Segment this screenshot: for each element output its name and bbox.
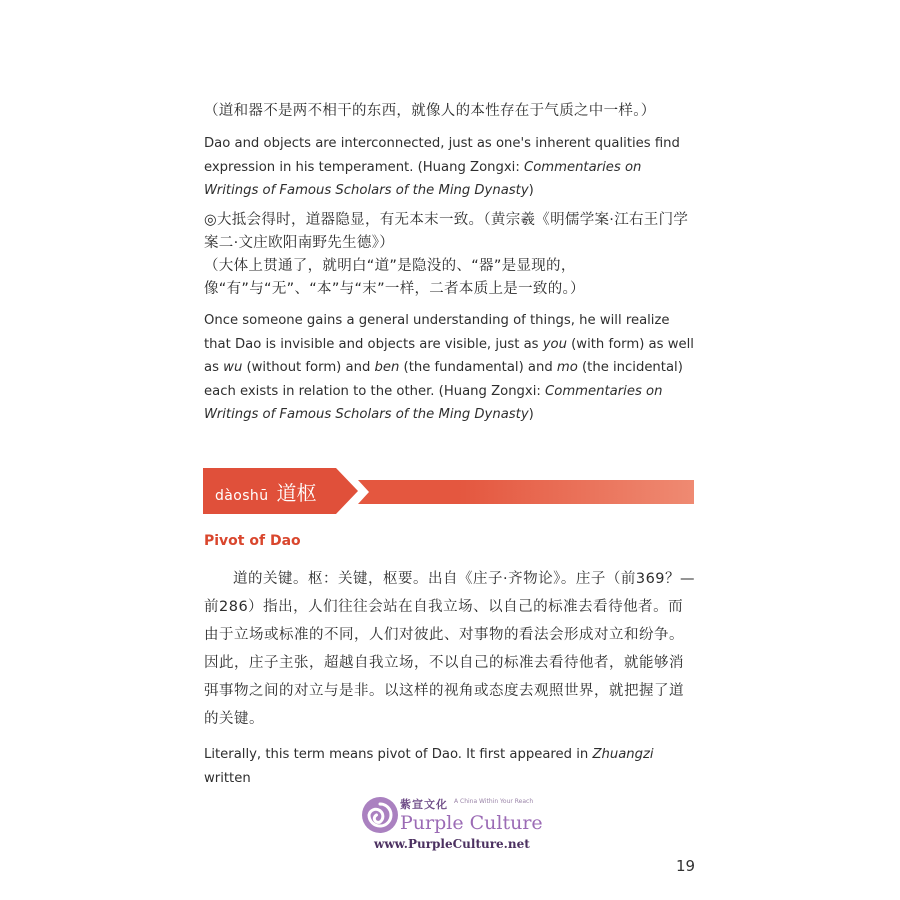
definition-en-book: Zhuangzi — [592, 747, 654, 762]
entry-term-zh: 道枢 — [276, 481, 317, 505]
entry-pinyin: dàoshū — [215, 488, 269, 504]
entry-body — [204, 565, 696, 790]
quote2-en-source: Commentaries on Writings of Famous Scholars of the Ming Dynasty — [204, 383, 663, 422]
definition-en-part: written — [204, 770, 251, 786]
quote1-en-text: Dao and objects are interconnected, just as one's inherent qualities find expression in his temperament. (Huang Zongxi: — [204, 136, 680, 175]
watermark-tagline: A China Within Your Reach — [454, 798, 534, 805]
quote2-en-mo: mo — [556, 360, 578, 375]
quote2-zh-translation: （大体上贯通了，就明白“道”是隐没的、“器”是显现的，像“有”与“无”、“本”与“末”一样，二者本质上是一致的。） — [204, 258, 585, 297]
entry-title-en: Pivot of Dao — [204, 533, 301, 549]
quote2-en-wu: wu — [223, 360, 243, 375]
watermark-brand: Purple Culture — [400, 812, 543, 834]
quote2-en-part: (the fundamental) and — [399, 360, 557, 375]
definition-en-part: Literally, this term means pivot of Dao. It first appeared in — [204, 747, 593, 762]
quote2-en-close: ) — [528, 407, 534, 422]
banner-text — [215, 477, 316, 506]
quote2-en-ben: ben — [374, 360, 400, 375]
quote1-en-source: Commentaries on Writings of Famous Scholars of the Ming Dynasty — [204, 159, 642, 198]
quote2 — [204, 209, 696, 427]
quote1-zh-translation: （道和器不是两不相干的东西，就像人的本性存在于气质之中一样。） — [204, 103, 656, 119]
watermark-url: www.PurpleCulture.net — [374, 837, 530, 851]
quote1-en-close: ) — [528, 183, 534, 198]
quote2-en-you: you — [542, 336, 567, 352]
entry-banner — [203, 468, 694, 514]
quote2-zh-original: ◎大抵会得时，道器隐显，有无本末一致。（黄宗羲《明儒学案·江右王门学案二·文庄欧阳南野先生德》） — [204, 212, 689, 251]
page-number: 19 — [676, 857, 696, 875]
swirl-logo-icon — [360, 795, 400, 835]
watermark-brand-zh: 紫宣文化 — [400, 798, 448, 811]
quote1 — [204, 100, 696, 203]
quote2-en — [204, 309, 696, 427]
quote2-en-part: (with form) as well as — [204, 336, 694, 375]
quote1-en — [204, 132, 696, 203]
purple-culture-watermark — [360, 793, 560, 853]
entry-definition-zh: 道的关键。枢：关键，枢要。出自《庄子·齐物论》。庄子（前369？—前286）指出，人们往往会站在自我立场、以自己的标准去看待他者。而由于立场或标准的不同，人们对彼此、对事物的看法会形成对立和纷争。因此，庄子主张，超越自我立场，不以自己的标准去看待他者，就能够消弭事物之间的对立与是非。以这样的视角或态度去观照世界，就把握了道的关键。 — [204, 571, 696, 727]
entry-definition-en — [204, 743, 696, 790]
quote2-en-part: Once someone gains a general understanding of things, he will realize that Dao is invisible and objects are visible, just as — [204, 313, 670, 352]
quote2-en-part: (the incidental) each exists in relation to the other. (Huang Zongxi: — [204, 360, 683, 399]
quote2-en-part: (without form) and — [242, 360, 375, 375]
